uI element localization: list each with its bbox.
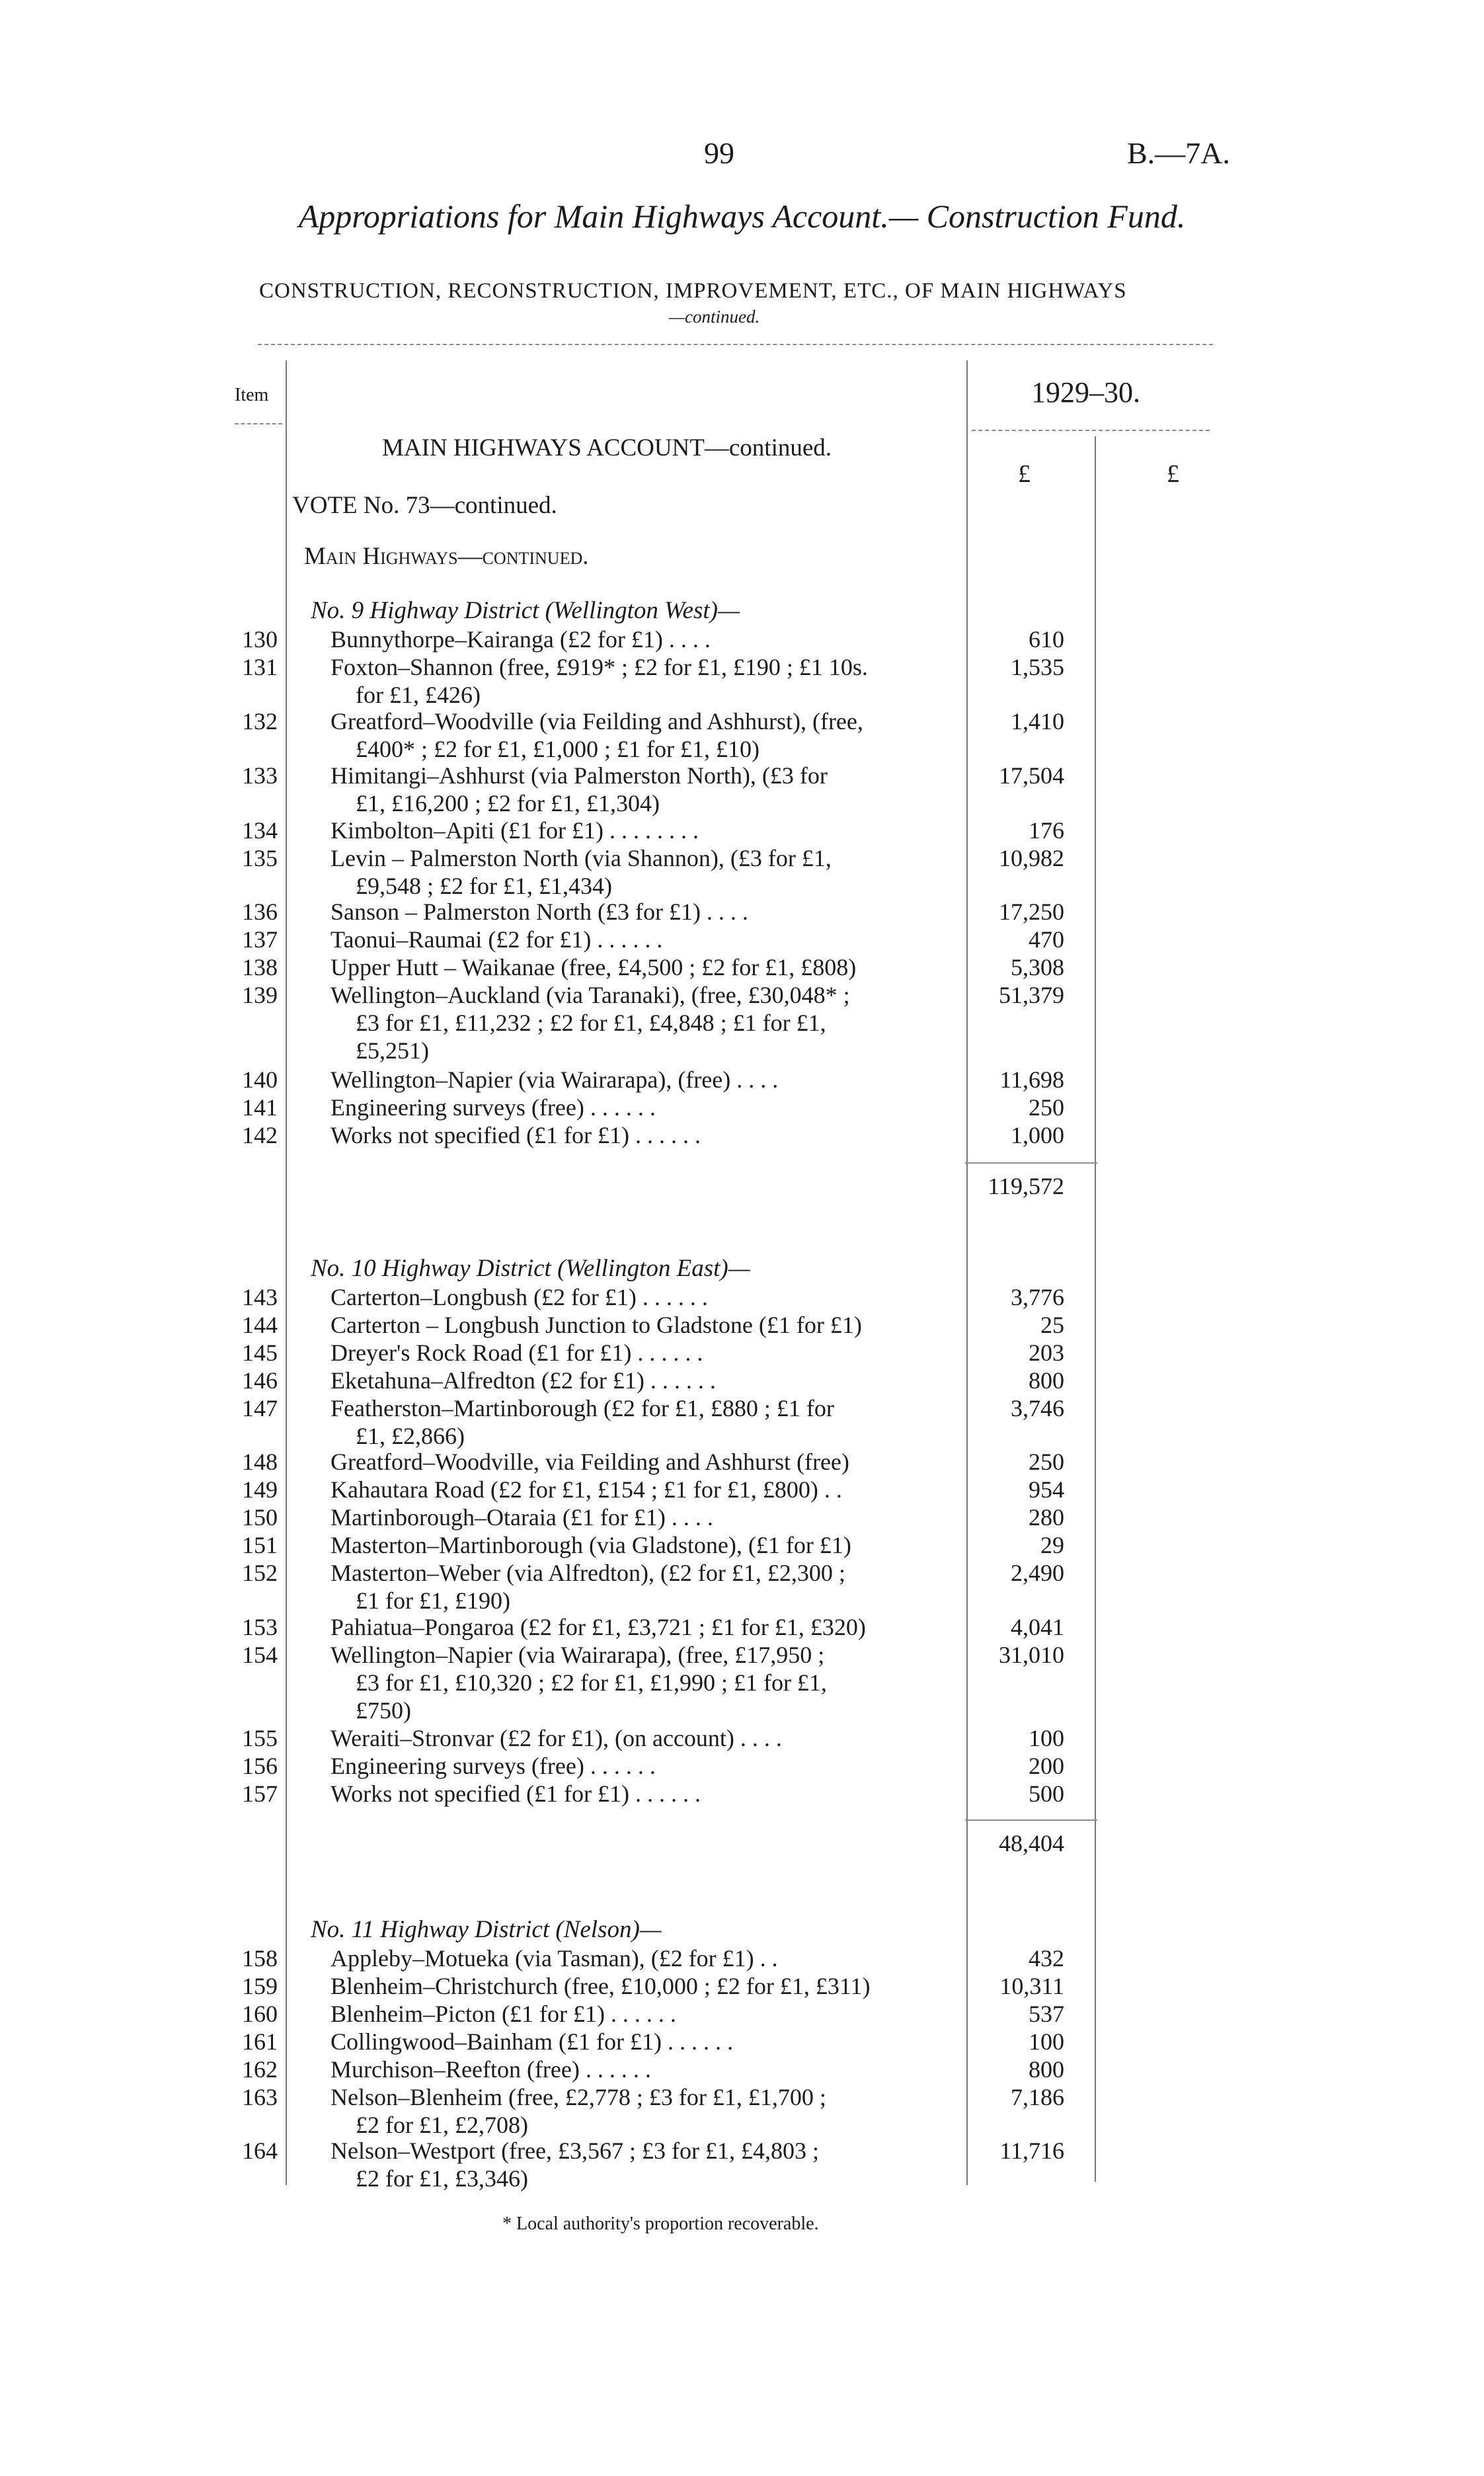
item-amount: 11,698 (999, 1066, 1064, 1093)
item-number: 136 (242, 899, 278, 925)
item-description (331, 1972, 939, 2000)
item-number: 140 (242, 1066, 278, 1093)
item-number: 135 (242, 845, 278, 871)
item-description (331, 707, 939, 763)
section-subtitle: CONSTRUCTION, RECONSTRUCTION, IMPROVEMENT, ETC., OF MAIN HIGHWAYS (259, 279, 1127, 303)
item-number: 155 (242, 1725, 278, 1751)
item-description (331, 2137, 939, 2192)
description-line: Featherston–Martinborough (£2 for £1, £880 ; £1 for (331, 1395, 834, 1421)
main-highways-heading: Main Highways—continued. (304, 543, 589, 570)
description-line: Masterton–Martinborough (via Gladstone), (£1 for £1) (331, 1532, 851, 1558)
item-amount: 25 (1040, 1312, 1064, 1338)
description-line: Nelson–Westport (free, £3,567 ; £3 for £1, £4,803 ; (331, 2137, 819, 2164)
page-number: 99 (704, 136, 734, 170)
item-description (331, 1476, 939, 1503)
item-amount: 537 (1029, 2001, 1064, 2027)
description-line: Levin – Palmerston North (via Shannon), (£3 for £1, (331, 845, 832, 871)
description-line: £9,548 ; £2 for £1, £1,434) (356, 873, 612, 899)
item-number: 142 (242, 1122, 278, 1148)
item-number: 148 (242, 1449, 278, 1475)
item-number: 130 (242, 626, 278, 653)
footnote: * Local authority's proportion recoverable. (502, 2214, 819, 2234)
item-amount: 200 (1029, 1753, 1064, 1779)
description-line: £1, £2,866) (356, 1423, 465, 1449)
item-description (331, 817, 939, 844)
description-line: Pahiatua–Pongaroa (£2 for £1, £3,721 ; £1 for £1, £320) (331, 1614, 866, 1640)
item-amount: 800 (1029, 2056, 1064, 2083)
description-line: Murchison–Reefton (free) . . . . . . (331, 2056, 651, 2083)
item-number: 164 (242, 2137, 278, 2164)
description-line: Works not specified (£1 for £1) . . . . . . (331, 1122, 701, 1148)
district-subtotal: 48,404 (999, 1830, 1064, 1857)
item-amount: 100 (1029, 2028, 1064, 2055)
item-amount: 470 (1029, 926, 1064, 953)
item-amount: 610 (1029, 626, 1064, 653)
item-description (331, 1724, 939, 1752)
item-description (331, 1752, 939, 1780)
item-amount: 10,982 (999, 845, 1064, 871)
description-line: £2 for £1, £3,346) (356, 2165, 528, 2192)
account-heading: MAIN HIGHWAYS ACCOUNT—continued. (382, 434, 832, 461)
item-amount: 500 (1029, 1780, 1064, 1807)
item-number: 151 (242, 1532, 278, 1558)
item-number: 156 (242, 1753, 278, 1779)
item-rule (235, 423, 282, 424)
description-line: £5,251) (356, 1037, 429, 1064)
item-description (331, 1121, 939, 1149)
item-amount: 1,410 (1011, 708, 1064, 735)
item-amount: 10,311 (999, 1973, 1064, 1999)
description-line: Wellington–Auckland (via Taranaki), (free, £30,048* ; (331, 982, 850, 1008)
item-amount: 100 (1029, 1725, 1064, 1751)
amount-column-divider-right (1095, 436, 1096, 2182)
item-description (331, 1780, 939, 1808)
description-line: £1 for £1, £190) (356, 1587, 510, 1614)
currency-symbol-col1: £ (1018, 460, 1031, 488)
description-line: Eketahuna–Alfredton (£2 for £1) . . . . . . (331, 1367, 716, 1394)
description-line: £2 for £1, £2,708) (356, 2112, 528, 2138)
item-amount: 3,776 (1011, 1284, 1064, 1310)
subtotal-rule (965, 1162, 1097, 1164)
item-number: 160 (242, 2001, 278, 2027)
item-description (331, 1559, 939, 1615)
description-line: Works not specified (£1 for £1) . . . . . . (331, 1780, 701, 1807)
description-line: Dreyer's Rock Road (£1 for £1) . . . . . . (331, 1339, 703, 1366)
item-description (331, 1531, 939, 1559)
item-number: 154 (242, 1642, 278, 1668)
item-number: 143 (242, 1284, 278, 1310)
item-amount: 7,186 (1011, 2084, 1064, 2110)
item-description (331, 1367, 939, 1394)
item-description (331, 1311, 939, 1339)
description-line: Nelson–Blenheim (free, £2,778 ; £3 for £1, £1,700 ; (331, 2084, 826, 2110)
description-line: Weraiti–Stronvar (£2 for £1), (on account) . . . . (331, 1725, 782, 1751)
description-line: Engineering surveys (free) . . . . . . (331, 1094, 656, 1121)
item-number: 144 (242, 1312, 278, 1338)
item-number: 137 (242, 926, 278, 953)
item-description (331, 1066, 939, 1094)
item-amount: 1,000 (1011, 1122, 1064, 1148)
item-number: 141 (242, 1094, 278, 1121)
item-amount: 17,504 (999, 762, 1064, 789)
item-number: 149 (242, 1476, 278, 1503)
page-title: Appropriations for Main Highways Account.— Construction Fund. (298, 198, 1186, 235)
description-line: Greatford–Woodville, via Feilding and Ashhurst (free) (331, 1449, 849, 1475)
item-number: 139 (242, 982, 278, 1008)
item-amount: 432 (1029, 1945, 1064, 1972)
item-description (331, 1394, 939, 1450)
item-description (331, 1283, 939, 1311)
item-description (331, 1448, 939, 1476)
district-heading: No. 9 Highway District (Wellington West)— (311, 597, 740, 624)
item-amount: 1,535 (1011, 654, 1064, 680)
item-amount: 250 (1029, 1449, 1064, 1475)
description-line: Taonui–Raumai (£2 for £1) . . . . . . (331, 926, 663, 953)
item-number: 145 (242, 1339, 278, 1366)
item-number: 146 (242, 1367, 278, 1394)
year-column-header: 1929–30. (1031, 376, 1140, 409)
item-number: 162 (242, 2056, 278, 2083)
item-amount: 3,746 (1011, 1395, 1064, 1421)
item-number: 159 (242, 1973, 278, 1999)
item-amount: 2,490 (1011, 1560, 1064, 1586)
item-description (331, 2083, 939, 2139)
item-number: 132 (242, 708, 278, 735)
year-rule (972, 430, 1210, 431)
description-line: Appleby–Motueka (via Tasman), (£2 for £1) . . (331, 1945, 778, 1972)
description-line: Carterton – Longbush Junction to Gladstone (£1 for £1) (331, 1312, 862, 1338)
item-number: 161 (242, 2028, 278, 2055)
description-line: Kimbolton–Apiti (£1 for £1) . . . . . . . . (331, 817, 699, 844)
item-amount: 176 (1029, 817, 1064, 844)
item-number: 158 (242, 1945, 278, 1972)
description-line: Wellington–Napier (via Wairarapa), (free) . . . . (331, 1066, 779, 1093)
item-number: 133 (242, 762, 278, 789)
item-description (331, 2000, 939, 2028)
item-description (331, 1094, 939, 1121)
item-column-divider (286, 360, 287, 2185)
item-description (331, 2028, 939, 2056)
currency-symbol-col2: £ (1167, 460, 1179, 488)
description-line: £3 for £1, £11,232 ; £2 for £1, £4,848 ; £1 for £1, (356, 1010, 826, 1036)
description-line: Greatford–Woodville (via Feilding and Ashhurst), (free, (331, 708, 863, 735)
item-number: 152 (242, 1560, 278, 1586)
item-amount: 17,250 (999, 899, 1064, 925)
item-description (331, 1339, 939, 1367)
description-line: Upper Hutt – Waikanae (free, £4,500 ; £2 for £1, £808) (331, 954, 857, 980)
item-description (331, 653, 939, 709)
description-line: Foxton–Shannon (free, £919* ; £2 for £1, £190 ; £1 10s. (331, 654, 868, 680)
item-description (331, 898, 939, 926)
description-line: Masterton–Weber (via Alfredton), (£2 for £1, £2,300 ; (331, 1560, 845, 1586)
item-number: 134 (242, 817, 278, 844)
description-line: Sanson – Palmerston North (£3 for £1) . . . . (331, 899, 748, 925)
item-description (331, 1613, 939, 1641)
item-amount: 954 (1029, 1476, 1064, 1503)
item-number: 163 (242, 2084, 278, 2110)
description-line: £400* ; £2 for £1, £1,000 ; £1 for £1, £10) (356, 736, 760, 762)
subtitle-continued: —continued. (669, 307, 760, 327)
description-line: Collingwood–Bainham (£1 for £1) . . . . . . (331, 2028, 733, 2055)
item-number: 150 (242, 1504, 278, 1531)
description-line: Bunnythorpe–Kairanga (£2 for £1) . . . . (331, 626, 711, 653)
item-description (331, 762, 939, 817)
item-description (331, 625, 939, 653)
item-number: 153 (242, 1614, 278, 1640)
item-description (331, 1944, 939, 1972)
item-description (331, 981, 939, 1064)
item-amount: 250 (1029, 1094, 1064, 1121)
description-line: £3 for £1, £10,320 ; £2 for £1, £1,990 ; £1 for £1, (356, 1669, 827, 1696)
description-line: Blenheim–Christchurch (free, £10,000 ; £2 for £1, £311) (331, 1973, 871, 1999)
item-amount: 29 (1040, 1532, 1064, 1558)
description-line: £1, £16,200 ; £2 for £1, £1,304) (356, 790, 660, 817)
header-rule (258, 344, 1213, 345)
district-heading: No. 11 Highway District (Nelson)— (311, 1916, 662, 1943)
item-amount: 800 (1029, 1367, 1064, 1394)
item-description (331, 2056, 939, 2083)
item-amount: 11,716 (999, 2137, 1064, 2164)
description-line: Martinborough–Otaraia (£1 for £1) . . . . (331, 1504, 713, 1531)
description-line: Wellington–Napier (via Wairarapa), (free, £17,950 ; (331, 1642, 825, 1668)
vote-heading: VOTE No. 73—continued. (292, 492, 557, 519)
item-number: 131 (242, 654, 278, 680)
description-line: Kahautara Road (£2 for £1, £154 ; £1 for £1, £800) . . (331, 1476, 842, 1503)
district-heading: No. 10 Highway District (Wellington East)— (311, 1255, 750, 1282)
description-line: Engineering surveys (free) . . . . . . (331, 1753, 656, 1779)
item-description (331, 926, 939, 953)
item-column-header: Item (235, 385, 269, 405)
item-description (331, 1503, 939, 1531)
item-number: 157 (242, 1780, 278, 1807)
item-description (331, 953, 939, 981)
item-amount: 203 (1029, 1339, 1064, 1366)
item-amount: 5,308 (1011, 954, 1064, 980)
item-number: 147 (242, 1395, 278, 1421)
description-line: for £1, £426) (356, 682, 481, 708)
description-line: Blenheim–Picton (£1 for £1) . . . . . . (331, 2001, 676, 2027)
item-number: 138 (242, 954, 278, 980)
district-subtotal: 119,572 (988, 1173, 1064, 1199)
item-description (331, 844, 939, 900)
item-amount: 51,379 (999, 982, 1064, 1008)
subtotal-rule (965, 1819, 1097, 1821)
description-line: £750) (356, 1697, 411, 1724)
item-amount: 31,010 (999, 1642, 1064, 1668)
description-line: Carterton–Longbush (£2 for £1) . . . . . . (331, 1284, 708, 1310)
document-code: B.—7A. (1127, 136, 1230, 170)
item-description (331, 1641, 939, 1724)
item-amount: 280 (1029, 1504, 1064, 1531)
item-amount: 4,041 (1011, 1614, 1064, 1640)
description-line: Himitangi–Ashhurst (via Palmerston North), (£3 for (331, 762, 828, 789)
